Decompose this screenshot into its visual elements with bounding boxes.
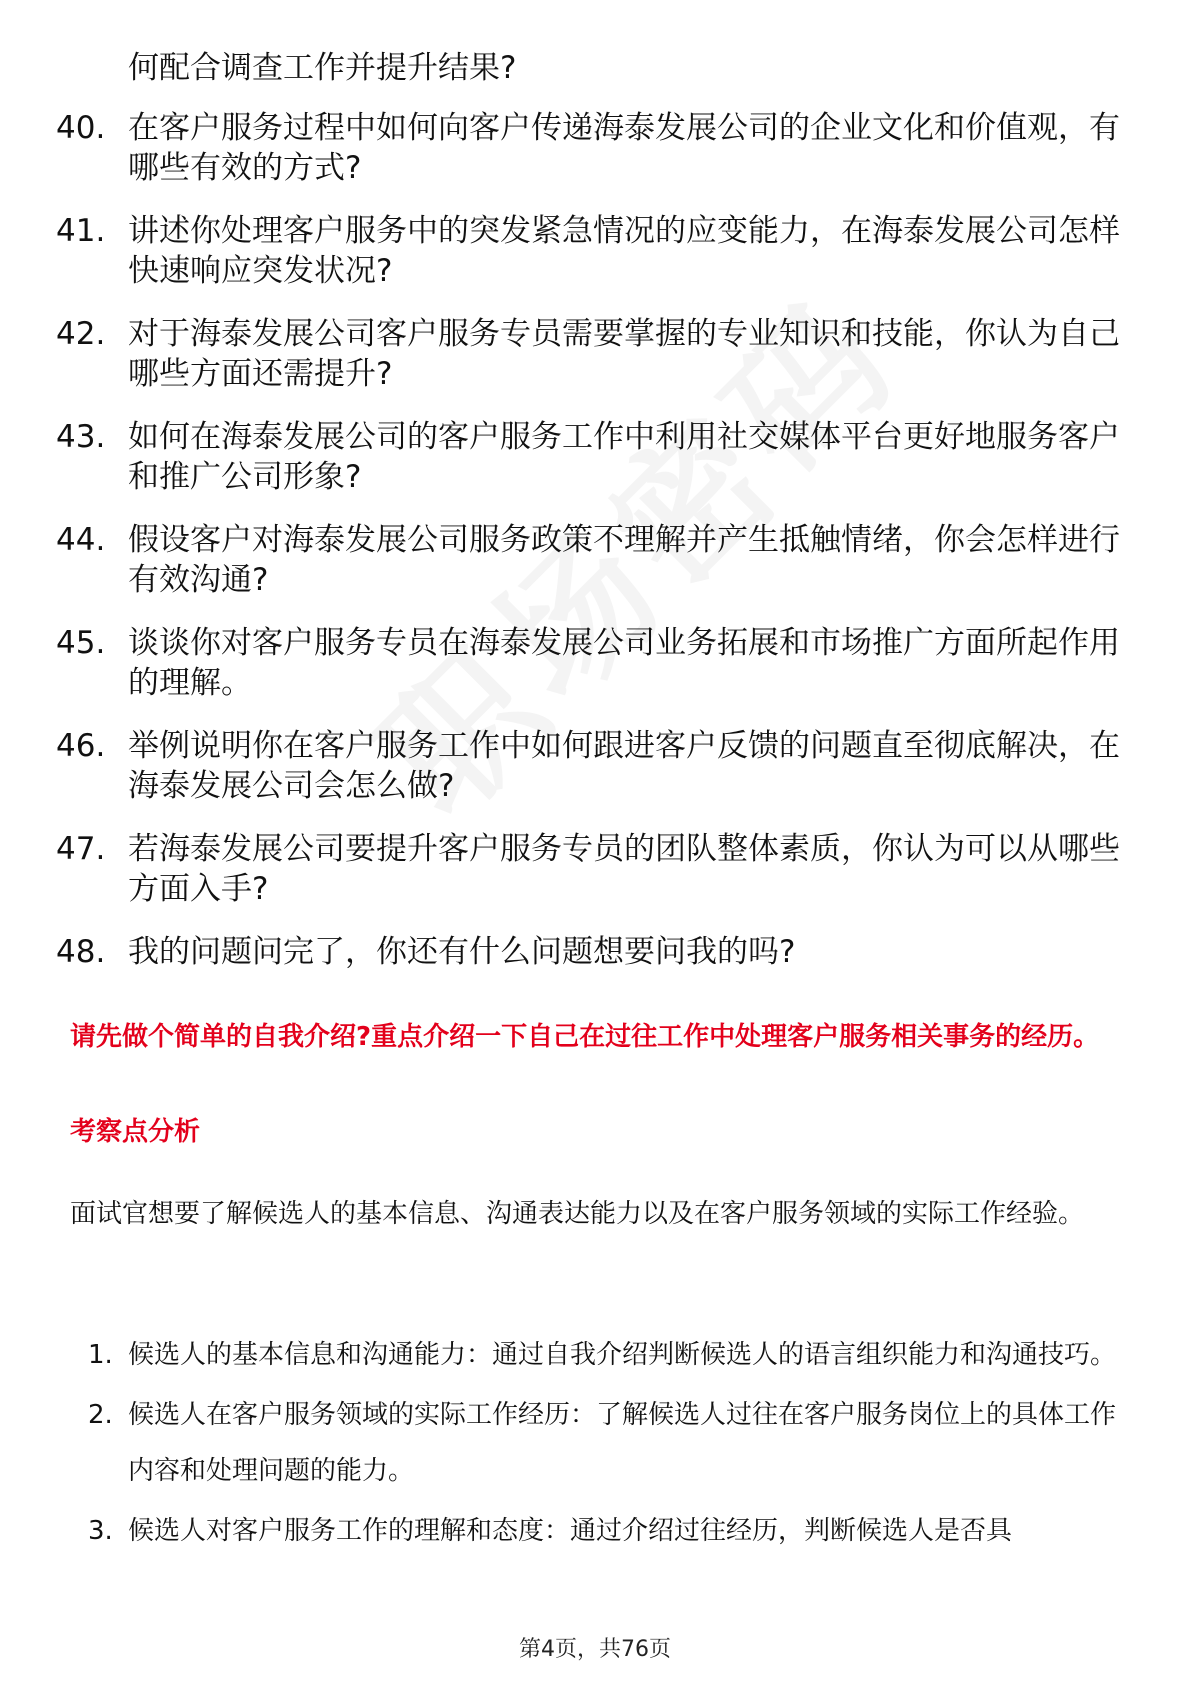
analysis-points [70, 1327, 1130, 1563]
analysis-heading: 考察点分析 [70, 1117, 201, 1147]
item-number: 2. [88, 1400, 113, 1430]
list-item [56, 211, 1126, 291]
list-item [56, 726, 1126, 806]
item-number: 42. [56, 316, 106, 352]
item-number: 41. [56, 213, 106, 249]
analysis-intro: 面试官想要了解候选人的基本信息、沟通表达能力以及在客户服务领域的实际工作经验。 [70, 1199, 1085, 1229]
item-text: 候选人对客户服务工作的理解和态度：通过介绍过往经历，判断候选人是否具 [128, 1516, 1013, 1546]
item-text: 如何在海泰发展公司的客户服务工作中利用社交媒体平台更好地服务客户和推广公司形象? [128, 419, 1120, 495]
list-item [56, 108, 1126, 188]
page-footer: 第4页，共76页 [519, 1637, 671, 1662]
list-item [56, 623, 1126, 703]
item-text: 我的问题问完了，你还有什么问题想要问我的吗? [128, 934, 796, 970]
item-text: 若海泰发展公司要提升客户服务专员的团队整体素质，你认为可以从哪些方面入手? [128, 831, 1120, 907]
list-item [70, 1387, 1130, 1499]
item-text: 对于海泰发展公司客户服务专员需要掌握的专业知识和技能，你认为自己哪些方面还需提升? [128, 316, 1120, 392]
item-number: 47. [56, 831, 106, 867]
list-item [56, 314, 1126, 394]
question-list [56, 108, 1126, 995]
question-continuation: 何配合调查工作并提升结果? [128, 50, 517, 86]
list-item [56, 417, 1126, 497]
item-text: 谈谈你对客户服务专员在海泰发展公司业务拓展和市场推广方面所起作用的理解。 [128, 625, 1120, 701]
item-number: 44. [56, 522, 106, 558]
list-item [56, 829, 1126, 909]
list-item [70, 1503, 1130, 1559]
item-text: 候选人的基本信息和沟通能力：通过自我介绍判断候选人的语言组织能力和沟通技巧。 [128, 1340, 1117, 1370]
list-item [56, 520, 1126, 600]
item-number: 43. [56, 419, 106, 455]
list-item [56, 932, 1126, 972]
item-number: 46. [56, 728, 106, 764]
item-number: 1. [88, 1340, 113, 1370]
item-number: 45. [56, 625, 106, 661]
item-text: 假设客户对海泰发展公司服务政策不理解并产生抵触情绪，你会怎样进行有效沟通? [128, 522, 1120, 598]
item-text: 举例说明你在客户服务工作中如何跟进客户反馈的问题直至彻底解决，在海泰发展公司会怎么做? [128, 728, 1120, 804]
item-text: 在客户服务过程中如何向客户传递海泰发展公司的企业文化和价值观，有哪些有效的方式? [128, 110, 1120, 186]
section-question-title: 请先做个简单的自我介绍?重点介绍一下自己在过往工作中处理客户服务相关事务的经历。 [70, 1022, 1100, 1052]
item-number: 40. [56, 110, 106, 146]
item-number: 3. [88, 1516, 113, 1546]
item-number: 48. [56, 934, 106, 970]
item-text: 候选人在客户服务领域的实际工作经历：了解候选人过往在客户服务岗位上的具体工作内容和处理问题的能力。 [128, 1400, 1117, 1486]
item-text: 讲述你处理客户服务中的突发紧急情况的应变能力，在海泰发展公司怎样快速响应突发状况? [128, 213, 1120, 289]
list-item [70, 1327, 1130, 1383]
